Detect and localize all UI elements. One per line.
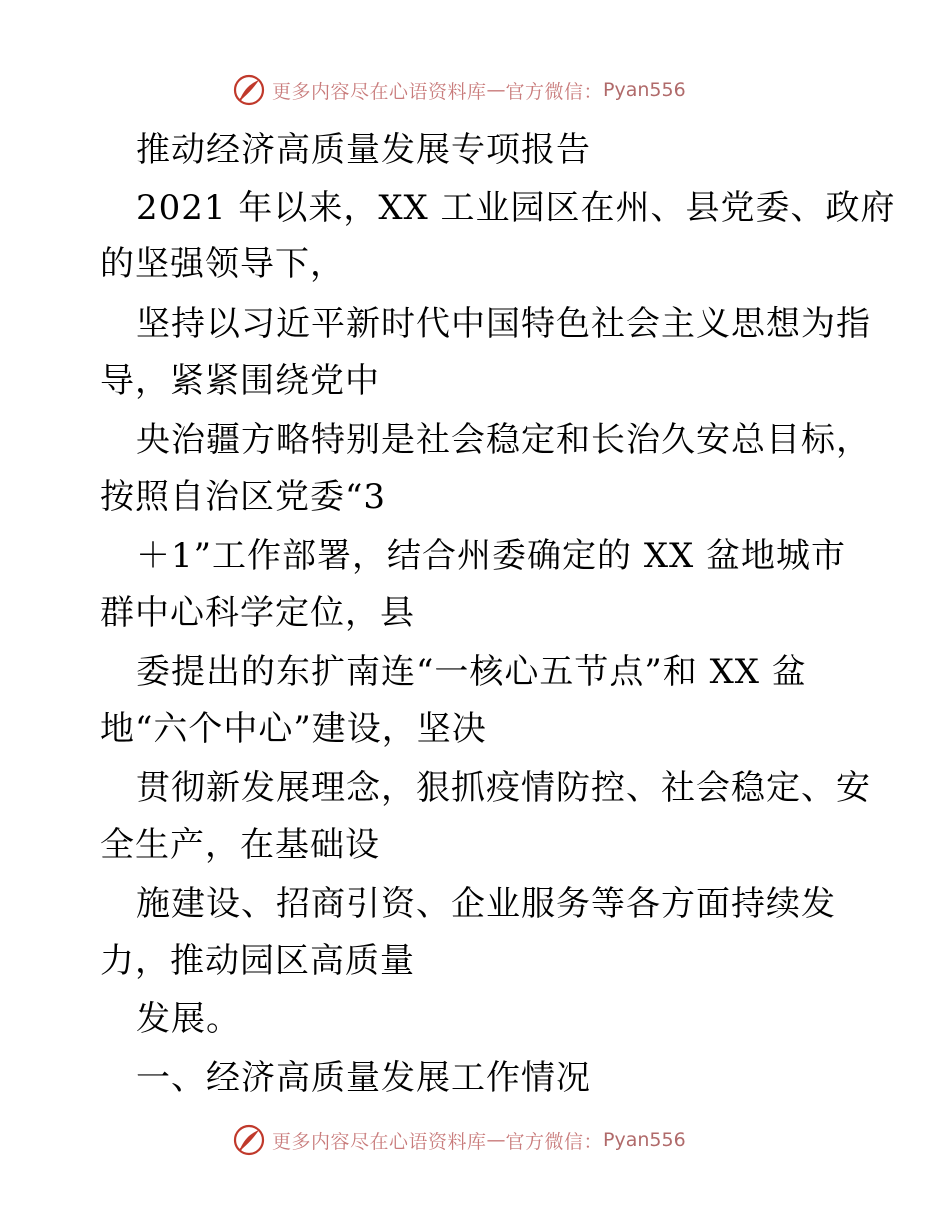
watermark-text: 更多内容尽在心语资料库 (272, 1130, 487, 1153)
watermark-footer (232, 1123, 686, 1157)
paragraph-line: 委提出的东扩南连“一核心五节点”和 XX 盆 (136, 652, 807, 692)
paragraph-line: 全生产，在基础设 (100, 825, 380, 865)
feather-pen-logo-icon (232, 1123, 266, 1157)
paragraph-line: ＋1”工作部署，结合州委确定的 XX 盆地城市 (136, 536, 847, 576)
paragraph-line: 发展。 (136, 999, 241, 1039)
paragraph-line: 按照自治区党委“3 (100, 477, 387, 517)
watermark-header (232, 73, 686, 107)
paragraph-line: 施建设、招商引资、企业服务等各方面持续发 (136, 884, 836, 924)
watermark-official: 官方微信： (505, 1130, 604, 1153)
paragraph-line: 力，推动园区高质量 (100, 941, 415, 981)
paragraph-line: 地“六个中心”建设，坚决 (100, 709, 487, 749)
watermark-dash: — (486, 79, 506, 101)
paragraph-line: 坚持以习近平新时代中国特色社会主义思想为指 (136, 304, 871, 344)
watermark-text: 更多内容尽在心语资料库 (272, 80, 487, 103)
watermark-id: Pyan556 (603, 1129, 686, 1151)
paragraph-line: 群中心科学定位，县 (100, 593, 415, 633)
watermark-dash: — (486, 1129, 506, 1151)
document-title: 推动经济高质量发展专项报告 (136, 130, 591, 170)
section-heading: 一、经济高质量发展工作情况 (136, 1058, 591, 1098)
paragraph-line: 2021 年以来，XX 工业园区在州、县党委、政府 (136, 188, 896, 228)
paragraph-line: 的坚强领导下， (100, 244, 345, 284)
watermark-id: Pyan556 (603, 79, 686, 101)
paragraph-line: 导，紧紧围绕党中 (100, 361, 380, 401)
paragraph-line: 央治疆方略特别是社会稳定和长治久安总目标， (136, 420, 871, 460)
watermark-official: 官方微信： (505, 80, 604, 103)
feather-pen-logo-icon (232, 73, 266, 107)
paragraph-line: 贯彻新发展理念，狠抓疫情防控、社会稳定、安 (136, 768, 871, 808)
